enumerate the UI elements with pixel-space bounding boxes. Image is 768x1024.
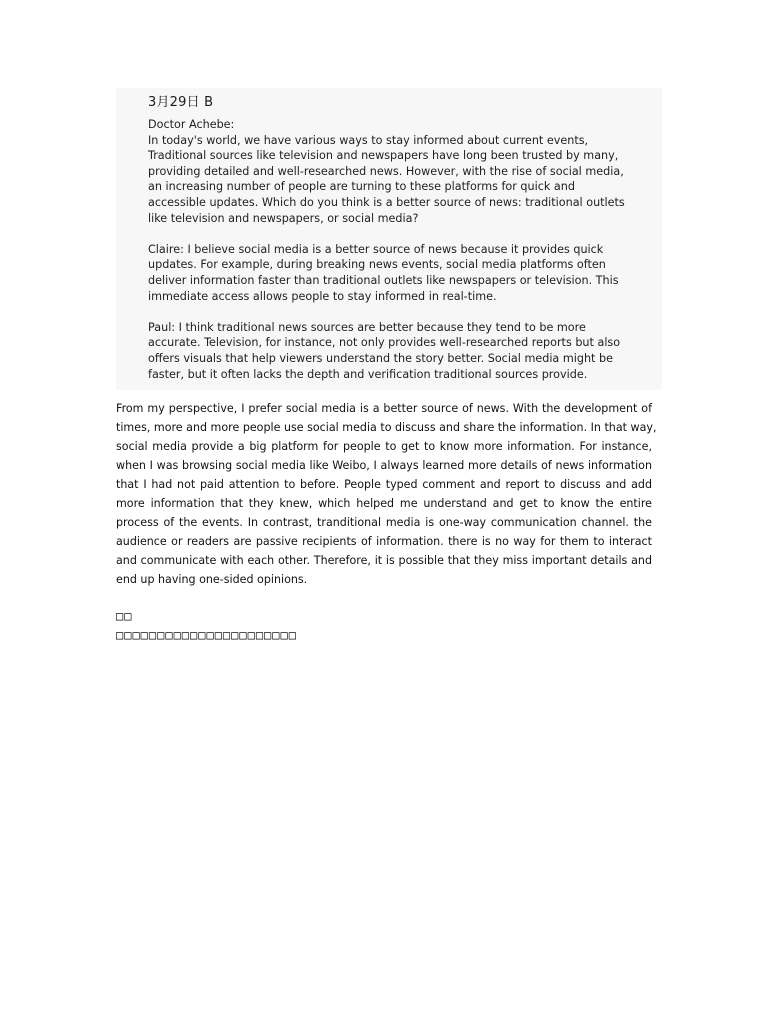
essay-line: process of the events. In contrast, tranditional media is one-way communication channel. the xyxy=(116,516,652,529)
prompt-line: providing detailed and well-researched news. However, with the rise of social media, xyxy=(148,164,624,178)
prompt-line: immediate access allows people to stay informed in real-time. xyxy=(148,289,497,303)
prompt-line: accurate. Television, for instance, not only provides well-researched reports but also xyxy=(148,336,621,350)
essay-line: times, more and more people use social media to discuss and share the information. In that way, xyxy=(116,421,657,434)
prompt-line: updates. For example, during breaking news events, social media platforms often xyxy=(148,258,606,272)
prompt-line: an increasing number of people are turning to these platforms for quick and xyxy=(148,180,575,194)
essay-paragraph xyxy=(116,399,657,589)
prompt-line: like television and newspapers, or social media? xyxy=(148,211,419,225)
essay-line: that I had not paid attention to before. People typed comment and report to discuss and add xyxy=(116,478,652,491)
prompt-line: In today's world, we have various ways to stay informed about current events, xyxy=(148,133,589,147)
paragraph-gap xyxy=(148,226,662,242)
paul-paragraph xyxy=(148,320,662,382)
paragraph-gap xyxy=(148,304,662,320)
essay-line: audience or readers are passive recipients of information. there is no way for them to interact xyxy=(116,535,652,548)
essay-line: end up having one-sided opinions. xyxy=(116,573,308,586)
prompt-line: offers visuals that help viewers understand the story better. Social media might be xyxy=(148,351,613,365)
claire-paragraph xyxy=(148,242,662,304)
prompt-line: accessible updates. Which do you think is a better source of news: traditional outlets xyxy=(148,195,625,209)
essay-line: more information that they knew, which helped me understand and get to know the entire xyxy=(116,497,652,510)
essay-line: when I was browsing social media like Weibo, I always learned more details of news information xyxy=(116,459,652,472)
essay-line: and communicate with each other. Therefore, it is possible that they miss important details and xyxy=(116,554,652,567)
prompt-line: Claire: I believe social media is a better source of news because it provides quick xyxy=(148,242,604,256)
essay-line: social media provide a big platform for people to get to know more information. For instance, xyxy=(116,440,652,453)
doctor-achebe-paragraph xyxy=(148,117,662,226)
prompt-screenshot xyxy=(116,88,662,390)
essay-line: From my perspective, I prefer social media is a better source of news. With the development of xyxy=(116,402,652,415)
prompt-line: Paul: I think traditional news sources are better because they tend to be more xyxy=(148,320,586,334)
prompt-line: Doctor Achebe: xyxy=(148,118,235,131)
prompt-line: Traditional sources like television and newspapers have long been trusted by many, xyxy=(148,149,619,163)
prompt-line: deliver information faster than traditional outlets like newspapers or television. This xyxy=(148,273,619,287)
missing-glyph-heading: □□ xyxy=(116,609,133,623)
date-heading: 3月29日 B xyxy=(148,95,214,110)
prompt-line: faster, but it often lacks the depth and verification traditional sources provide. xyxy=(148,367,588,381)
missing-glyph-line: □□□□□□□□□□□□□□□□□□□□□□ xyxy=(116,628,297,642)
